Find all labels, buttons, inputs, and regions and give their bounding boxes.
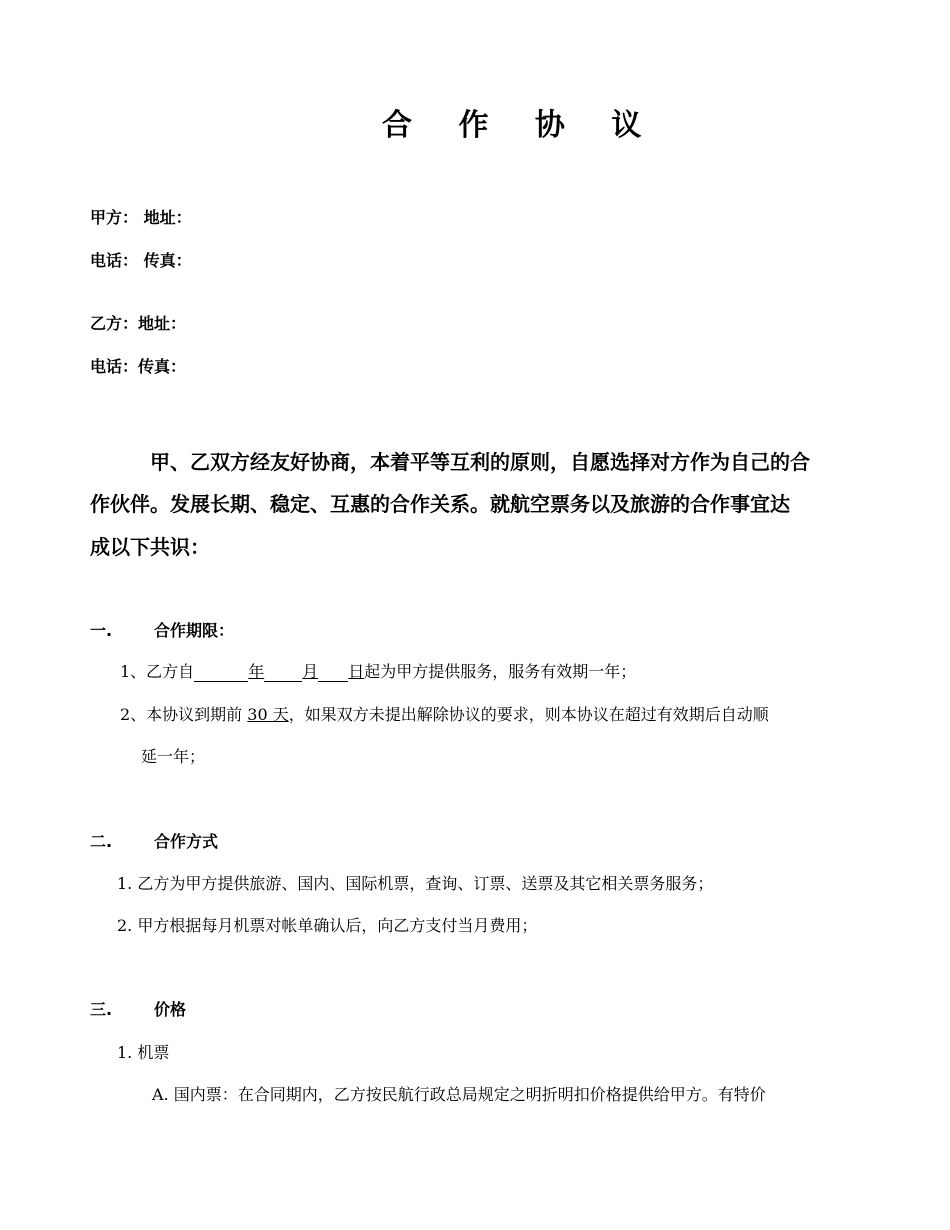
term-start-prefix: 1、乙方自 — [120, 662, 195, 681]
section-3-sub-a: A. 国内票：在合同期内，乙方按民航行政总局规定之明折明扣价格提供给甲方。有特价 — [152, 1085, 766, 1104]
section-2-number: 二. — [90, 832, 113, 851]
day-blank — [318, 664, 348, 682]
section-1-heading: 合作期限： — [154, 621, 235, 640]
party-b-phone-fax: 电话：传真： — [90, 357, 187, 376]
section-2-heading: 合作方式 — [154, 832, 219, 851]
section-3-heading: 价格 — [154, 1000, 187, 1019]
month-label: 月 — [302, 662, 319, 681]
day-label: 日 — [348, 662, 365, 681]
intro-line-3: 成以下共识： — [90, 535, 210, 559]
month-blank — [264, 664, 302, 682]
section-3-item-1: 1. 机票 — [117, 1043, 170, 1062]
party-a-address: 甲方： 地址： — [90, 208, 192, 227]
section-1-number: 一. — [90, 621, 113, 640]
term-start-suffix: 起为甲方提供服务，服务有效期一年； — [364, 662, 637, 681]
intro-line-1: 甲、乙双方经友好协商，本着平等互利的原则，自愿选择对方作为自己的合 — [150, 450, 810, 474]
renewal-suffix: ，如果双方未提出解除协议的要求，则本协议在超过有效期后自动顺 — [288, 705, 769, 724]
party-b-address: 乙方：地址： — [90, 314, 187, 333]
year-label: 年 — [248, 662, 265, 681]
intro-line-2: 作伙伴。发展长期、稳定、互惠的合作关系。就航空票务以及旅游的合作事宜达 — [90, 492, 790, 516]
year-blank — [194, 664, 248, 682]
section-1-item-1 — [120, 659, 636, 682]
section-2-item-2: 2. 甲方根据每月机票对帐单确认后，向乙方支付当月费用； — [117, 916, 538, 935]
renewal-prefix: 2、本协议到期前 — [120, 705, 248, 724]
section-1-item-2-continuation: 延一年； — [141, 747, 206, 766]
document-title: 合 作 协 议 — [382, 108, 660, 143]
party-a-phone-fax: 电话： 传真： — [90, 251, 192, 270]
section-3-number: 三. — [90, 1000, 113, 1019]
section-2-item-1: 1. 乙方为甲方提供旅游、国内、国际机票，查询、订票、送票及其它相关票务服务； — [117, 874, 714, 893]
renewal-days: 30 天 — [247, 705, 289, 724]
section-1-item-2 — [120, 702, 769, 725]
